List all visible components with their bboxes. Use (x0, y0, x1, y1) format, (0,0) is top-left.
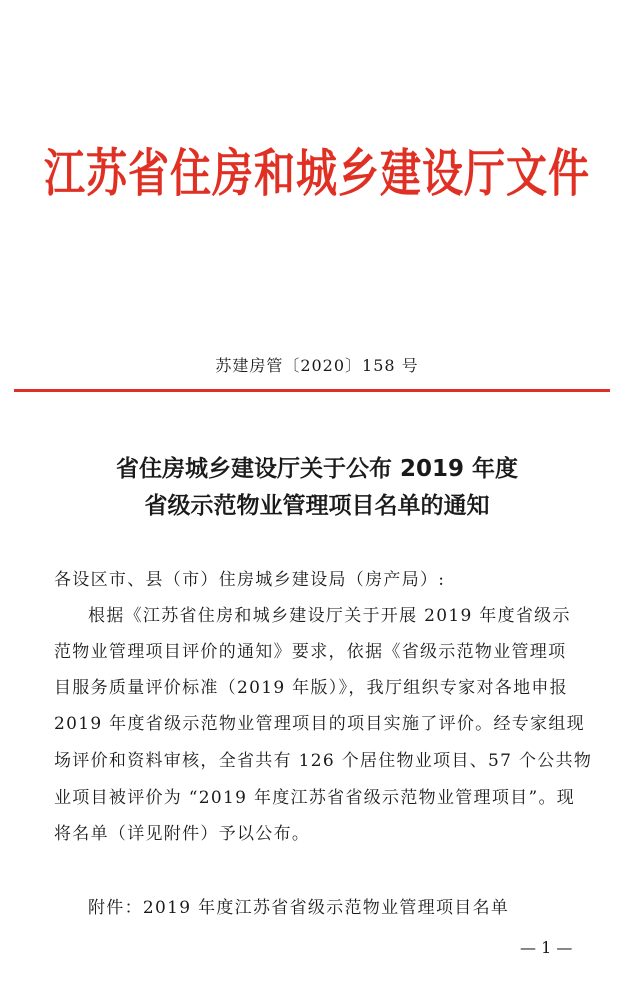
notice-title-line-2: 省级示范物业管理项目名单的通知 (144, 493, 490, 519)
paragraph-line: 2019 年度省级示范物业管理项目的项目实施了评价。经专家组现 (54, 714, 585, 734)
document-number: 苏建房管〔2020〕158 号 (215, 356, 419, 375)
attachment-note: 附件：2019 年度江苏省省级示范物业管理项目名单 (88, 898, 510, 918)
document-header-title: 江苏省住房和城乡建设厅文件 (44, 143, 590, 204)
red-divider-line (14, 389, 610, 392)
paragraph-line: 将名单（详见附件）予以公布。 (54, 824, 311, 844)
addressee: 各设区市、县（市）住房城乡建设局（房产局）: (54, 570, 446, 590)
paragraph-line: 业项目被评价为 “2019 年度江苏省省级示范物业管理项目”。现 (54, 788, 576, 808)
paragraph-line: 范物业管理项目评价的通知》要求，依据《省级示范物业管理项 (54, 642, 567, 662)
notice-title-line-1: 省住房城乡建设厅关于公布 2019 年度 (115, 456, 519, 482)
page-number: — 1 — (520, 938, 573, 957)
paragraph-line: 目服务质量评价标准（2019 年版）》，我厅组织专家对各地申报 (54, 678, 568, 698)
paragraph-line: 场评价和资料审核，全省共有 126 个居住物业项目、57 个公共物 (54, 751, 593, 771)
paragraph-line: 根据《江苏省住房和城乡建设厅关于开展 2019 年度省级示 (88, 606, 571, 626)
